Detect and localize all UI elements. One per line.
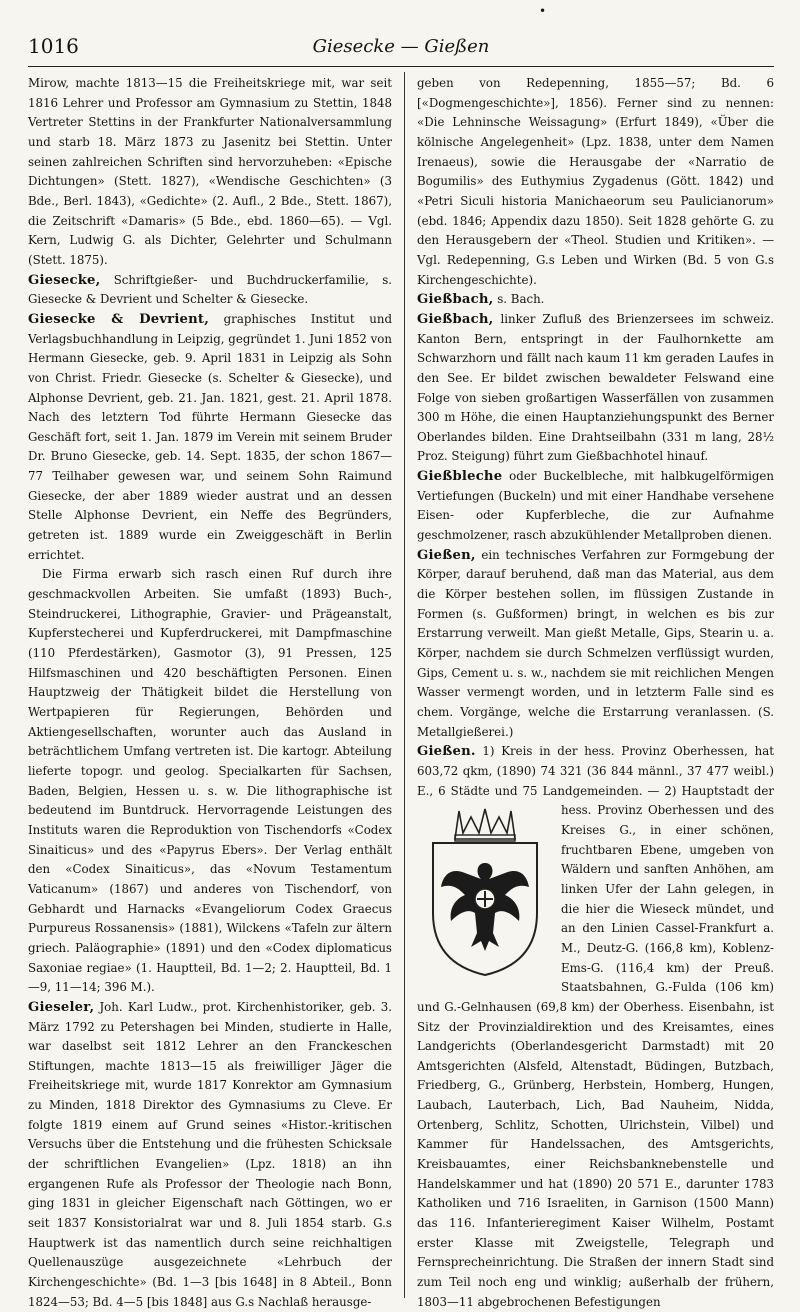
entry-text: linker Zufluß des Brienzersees im schweiz. Kanton Bern, entspringt in der Faulhornkette am Schwarzhorn und fällt nach kaum 11 km geraden Laufes in den See. Er bildet zwischen bewaldeter Felswand eine Folge von sieben großartigen Wasserfällen von zusammen 300 m Höhe, die einen Hauptanziehungspunkt des Berner Oberlandes bilden. Eine Drahtseilbahn (331 m lang, 28½ Proz. Steigung) führt zum Gießbachhotel hinauf. — [417, 311, 774, 464]
dictionary-entry — [28, 565, 392, 997]
dictionary-entry — [28, 74, 392, 271]
entry-text: Die Firma erwarb sich rasch einen Ruf durch ihre geschmackvollen Arbeiten. Sie umfaßt (1893) Buch-, Steindruckerei, Lithographie, Gravier- und Prägeanstalt, Kupferstecherei und Kupferdruckerei, mit Dampfmaschine (110 Pferdestärken), Gasmotor (3), 91 Pressen, 125 Hilfsmaschinen und 420 beschäftigten Personen. Einen Hauptzweig der Thätigkeit bildet die Herstellung von Wertpapieren für Regierungen, Behörden und Aktiengesellschaften, worunter auch das Ausland in beträchtlichem Umfang vertreten ist. Die kartogr. Abteilung lieferte topogr. und geolog. Specialkarten für Sachsen, Baden, Belgien, Hessen u. s. w. Die lithographische ist bedeutend im Buntdruck. Hervorragende Leistungen des Instituts waren die Reproduktion von Tischendorfs «Codex Sinaiticus» und des «Papyrus Ebers». Der Verlag enthält den «Codex Sinaiticus», das «Novum Testamentum Vaticanum» (1867) und anderes von Tischendorf, von Gebhardt und Harnacks «Evangeliorum Codex Graecus Purpureus Rossanensis» (1881), Wilckens «Tafeln zur ältern griech. Paläographie» (1891) und den «Codex diplomaticus Saxoniae regiae» (1. Hauptteil, Bd. 1—2; 2. Hauptteil, Bd. 1—9, 11—14; 396 M.). — [28, 567, 392, 995]
entry-headword: Giesecke & Devrient, — [28, 311, 209, 327]
page-number: 1016 — [28, 34, 79, 58]
print-speck: • — [539, 4, 547, 18]
entry-text: ein technisches Verfahren zur Formgebung der Körper, darauf beruhend, daß man das Material, aus dem die Körper bestehen sollen, im flüssigen Zustande in Formen (s. Gußformen) bringt, in welchen es bis zur Erstarrung verweilt. Man gießt Metalle, Gips, Stearin u. a. Körper, nachdem sie durch Schmelzen verflüssigt wurden, Gips, Cement u. s. w., nachdem sie mit reichlichen Mengen Wasser vermengt worden, und in letzterm Falle sind es chem. Vorgänge, welche die Erstarrung veranlassen. (S. Metallgießerei.) — [417, 547, 774, 739]
dictionary-entry — [417, 467, 774, 546]
entry-headword: Gießbach, — [417, 311, 494, 327]
entry-text: s. Bach. — [493, 292, 545, 307]
dictionary-entry — [417, 310, 774, 467]
entry-text-lead: 1) Kreis in der hess. Provinz Oberhessen, hat 603,72 qkm, (1890) 74 321 (36 844 männl., 37 477 weibl.) E., 6 Städte und 75 Landgemeinden. — 2) Hauptstadt der hess. — [417, 744, 774, 818]
left-column — [28, 74, 392, 1309]
running-title: Giesecke — Gießen — [312, 36, 490, 57]
dictionary-entry — [417, 742, 774, 1312]
entry-headword: Gießbleche — [417, 469, 503, 485]
dictionary-entry — [28, 310, 392, 566]
entry-text-rest: Provinz Oberhessen und des Kreises G., in einer schönen, fruchtbaren Ebene, umgeben von Wäldern und sanften Anhöhen, am linken Ufer der Lahn gelegen, in die hier die Wieseck mündet, und an den Linien Cassel-Frankfurt a. M., Deutz-G. (166,8 km), Koblenz-Ems-G. (116,4 km) der Preuß. Staatsbahnen, G.-Fulda (106 km) und G.-Gelnhausen (69,8 km) der Oberhess. Eisenbahn, ist Sitz der Provinzialdirektion und des Kreisamtes, eines Landgerichts (Oberlandesgericht Darmstadt) mit 20 Amtsgerichten (Alsfeld, Altenstadt, Büdingen, Butzbach, Friedberg, G., Grünberg, Herbstein, Homberg, Hungen, Laubach, Lauterbach, Lich, Bad Nauheim, Nidda, Ortenberg, Schlitz, Schotten, Ulrichstein, Vilbel) und Kammer für Handelssachen, des Amtsgerichts, Kreisbauamtes, einer Reichsbanknebenstelle und Handelskammer und hat (1890) 20 571 E., darunter 1783 Katholiken und 716 Israeliten, in Garnison (1500 Mann) das 116. Infanterieregiment Kaiser Wilhelm, Postamt erster Klasse mit Zweigstelle, Telegraph und Fernsprecheinrichtung. Die Straßen der innern Stadt sind zum Teil noch eng und winklig; außerhalb der frühern, 1803—11 abgebrochenen Befestigungen — [417, 803, 774, 1309]
dictionary-entry — [28, 271, 392, 310]
entry-text: geben von Redepenning, 1855—57; Bd. 6 [«Dogmengeschichte»], 1856). Ferner sind zu nennen: «Die Lehninsche Weissagung» (Erfurt 1849), «Über die kölnische Angelegenheit» (Lpz. 1838, unter dem Namen Irenaeus), sowie die Herausgabe der «Narratio de Bogumilis» des Euthymius Zygadenus (Gött. 1842) und «Petri Siculi historia Manichaeorum seu Paulicianorum» (ebd. 1846; Appendix dazu 1850). Seit 1828 gehörte G. zu den Herausgebern der «Theol. Studien und Kritiken». — Vgl. Redepenning, G.s Leben und Wirken (Bd. 5 von G.s Kirchengeschichte). — [417, 76, 774, 287]
dictionary-entry — [417, 546, 774, 743]
crest-figure — [419, 803, 551, 981]
entry-headword: Giesecke, — [28, 272, 101, 288]
column-divider — [404, 72, 405, 1298]
entry-text: Joh. Karl Ludw., prot. Kirchenhistoriker, geb. 3. März 1792 zu Petershagen bei Minden, studierte in Halle, war daselbst seit 1812 Lehrer an den Franckeschen Stiftungen, machte 1813—15 als freiwilliger Jäger die Freiheitskriege mit, wurde 1817 Konrektor am Gymnasium zu Minden, 1818 Direktor des Gymnasiums zu Cleve. Er folgte 1819 einem auf Grund seines «Histor.-kritischen Versuchs über die Entstehung und die frühesten Schicksale der schriftlichen Evangelien» (Lpz. 1818) an ihn ergangenen Rufe als Professor der Theologie nach Bonn, ging 1831 in gleicher Eigenschaft nach Göttingen, wo er seit 1837 Konsistorialrat war und 8. Juli 1854 starb. G.s Hauptwerk ist das namentlich durch seine reichhaltigen Quellenauszüge ausgezeichnete «Lehrbuch der Kirchengeschichte» (Bd. 1—3 [bis 1648] in 8 Abteil., Bonn 1824—53; Bd. 4—5 [bis 1848] aus G.s Nachlaß herausge- — [28, 999, 392, 1309]
entry-text: Mirow, machte 1813—15 die Freiheitskriege mit, war seit 1816 Lehrer und Professor am Gymnasium zu Stettin, 1848 Vertreter Stettins in der Frankfurter Nationalversammlung und starb 18. März 1873 zu Jasenitz bei Stettin. Unter seinen zahlreichen Schriften sind hervorzuheben: «Epische Dichtungen» (Stett. 1827), «Wendische Geschichten» (3 Bde., Berl. 1843), «Gedichte» (2. Aufl., 2 Bde., Stett. 1867), die Zeitschrift «Damaris» (5 Bde., ebd. 1860—65). — Vgl. Kern, Ludwig G. als Dichter, Gelehrter und Schulmann (Stett. 1875). — [28, 76, 392, 267]
entry-headword: Gießbach, — [417, 292, 494, 308]
dictionary-entry — [417, 74, 774, 290]
page-header — [28, 34, 774, 67]
coat-of-arms-icon — [425, 803, 545, 979]
entry-text: oder Buckelbleche, mit halbkugelförmigen Vertiefungen (Buckeln) und mit einer Handhabe versehene Eisen- oder Kupferbleche, die zur Aufnahme geschmolzener, rasch abzukühlender Metallproben dienen. — [417, 469, 774, 543]
entry-headword: Gießen, — [417, 547, 476, 563]
entry-headword: Gieseler, — [28, 999, 95, 1015]
right-column — [417, 74, 774, 1309]
dictionary-entry — [28, 998, 392, 1312]
dictionary-entry — [417, 290, 774, 310]
entry-headword: Gießen. — [417, 744, 476, 760]
entry-text: graphisches Institut und Verlagsbuchhandlung in Leipzig, gegründet 1. Juni 1852 von Hermann Giesecke, geb. 9. April 1831 in Leipzig als Sohn von Christ. Friedr. Giesecke (s. Schelter & Giesecke), und Alphonse Devrient, geb. 21. Jan. 1821, gest. 21. April 1878. Nach des letztern Tod führte Hermann Giesecke das Geschäft fort, seit 1. Jan. 1879 im Verein mit seinem Bruder Dr. Bruno Giesecke, geb. 14. Sept. 1835, der schon 1867—77 Teilhaber gewesen war, und seinem Sohn Raimund Giesecke, der aber 1889 wieder austrat und an dessen Stelle Alphonse Devrient, ein Neffe des Begründers, getreten ist. 1889 wurde ein Zweiggeschäft in Berlin errichtet. — [28, 311, 392, 562]
entry-text: Schriftgießer- und Buchdruckerfamilie, s. Giesecke & Devrient und Schelter & Giesecke. — [28, 272, 392, 307]
